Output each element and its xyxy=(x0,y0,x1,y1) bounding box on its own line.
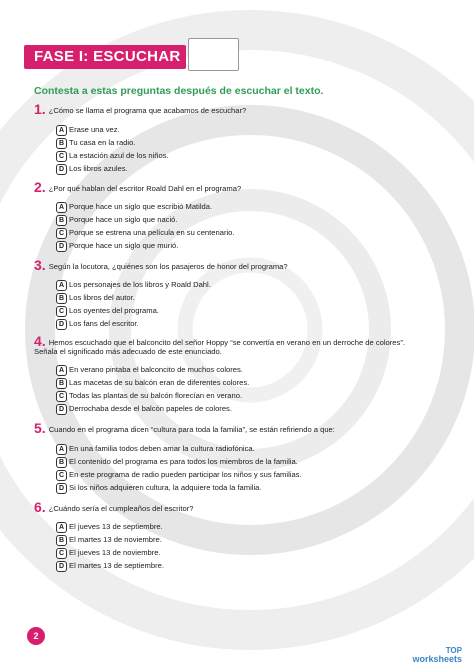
q4-option-b[interactable] xyxy=(56,377,249,388)
option-text: El martes 13 de septiembre. xyxy=(69,561,164,570)
q2-option-b[interactable] xyxy=(56,214,178,225)
option-letter: A xyxy=(56,365,67,376)
question-5 xyxy=(34,420,464,436)
option-letter: D xyxy=(56,561,67,572)
q1-option-b[interactable] xyxy=(56,137,135,148)
option-letter: C xyxy=(56,228,67,239)
option-letter: D xyxy=(56,241,67,252)
score-box[interactable] xyxy=(188,38,239,71)
option-letter: B xyxy=(56,535,67,546)
option-letter: A xyxy=(56,125,67,136)
option-letter: B xyxy=(56,457,67,468)
question-number: 5. xyxy=(34,420,46,436)
question-text: ¿Cuándo sería el cumpleaños del escritor? xyxy=(48,504,194,513)
option-text: Porque hace un siglo que escribió Matilda. xyxy=(69,202,213,211)
question-text: Hemos escuchado que el balconcito del señor Hoppy “se convertía en verano en un derroche de colores”. xyxy=(48,338,405,347)
option-letter: B xyxy=(56,138,67,149)
q1-option-c[interactable] xyxy=(56,150,169,161)
option-letter: A xyxy=(56,280,67,291)
question-number: 1. xyxy=(34,101,46,117)
question-number: 6. xyxy=(34,499,46,515)
option-text: Los libros del autor. xyxy=(69,293,135,302)
option-text: El jueves 13 de septiembre. xyxy=(69,522,163,531)
q6-option-b[interactable] xyxy=(56,534,162,545)
q5-option-d[interactable] xyxy=(56,482,262,493)
option-text: Porque hace un siglo que murió. xyxy=(69,241,179,250)
option-text: El martes 13 de noviembre. xyxy=(69,535,162,544)
q5-option-b[interactable] xyxy=(56,456,298,467)
option-letter: B xyxy=(56,293,67,304)
q3-option-c[interactable] xyxy=(56,305,159,316)
option-letter: C xyxy=(56,151,67,162)
option-text: Porque hace un siglo que nació. xyxy=(69,215,178,224)
question-text: Según la locutora, ¿quiénes son los pasajeros de honor del programa? xyxy=(48,262,288,271)
option-text: Derrochaba desde el balcón papeles de colores. xyxy=(69,404,232,413)
q2-option-d[interactable] xyxy=(56,240,178,251)
q3-option-a[interactable] xyxy=(56,279,211,290)
option-text: Si los niños adquieren cultura, la adquiere toda la familia. xyxy=(69,483,262,492)
option-letter: D xyxy=(56,404,67,415)
option-text: La estación azul de los niños. xyxy=(69,151,169,160)
option-letter: D xyxy=(56,483,67,494)
q5-option-a[interactable] xyxy=(56,443,255,454)
question-text: ¿Cómo se llama el programa que acabamos de escuchar? xyxy=(48,106,247,115)
option-letter: C xyxy=(56,548,67,559)
option-text: Tu casa en la radio. xyxy=(69,138,136,147)
option-letter: A xyxy=(56,444,67,455)
question-text: ¿Por qué hablan del escritor Roald Dahl en el programa? xyxy=(48,184,242,193)
question-number: 3. xyxy=(34,257,46,273)
question-3 xyxy=(34,257,464,273)
q4-option-a[interactable] xyxy=(56,364,243,375)
phase-title: FASE I: ESCUCHAR xyxy=(34,48,181,65)
option-letter: C xyxy=(56,306,67,317)
option-text: Erase una vez. xyxy=(69,125,120,134)
option-letter: B xyxy=(56,378,67,389)
option-text: El jueves 13 de noviembre. xyxy=(69,548,161,557)
option-text: Los libros azules. xyxy=(69,164,128,173)
logo-line-top: TOP xyxy=(445,646,462,655)
option-text: Porque se estrena una película en su centenario. xyxy=(69,228,235,237)
option-letter: C xyxy=(56,470,67,481)
q6-option-a[interactable] xyxy=(56,521,163,532)
option-text: En una familia todos deben amar la cultura radiofónica. xyxy=(69,444,255,453)
question-text: Cuando en el programa dicen “cultura para toda la familia”, se están refiriendo a que: xyxy=(48,425,335,434)
topworksheets-logo xyxy=(412,647,462,663)
q6-option-c[interactable] xyxy=(56,547,161,558)
question-6 xyxy=(34,499,464,515)
option-text: El contenido del programa es para todos los miembros de la familia. xyxy=(69,457,298,466)
option-letter: A xyxy=(56,202,67,213)
option-letter: B xyxy=(56,215,67,226)
q4-option-d[interactable] xyxy=(56,403,232,414)
q3-option-b[interactable] xyxy=(56,292,135,303)
option-text: Los fans del escritor. xyxy=(69,319,139,328)
option-letter: D xyxy=(56,164,67,175)
option-text: En este programa de radio pueden participar los niños y sus familias. xyxy=(69,470,302,479)
q1-option-d[interactable] xyxy=(56,163,128,174)
logo-line-bottom: worksheets xyxy=(412,654,462,664)
q4-option-c[interactable] xyxy=(56,390,242,401)
q3-option-d[interactable] xyxy=(56,318,139,329)
question-number: 4. xyxy=(34,333,46,349)
option-text: En verano pintaba el balconcito de muchos colores. xyxy=(69,365,243,374)
question-1 xyxy=(34,101,464,117)
question-text-line2: Señala el significado más adecuado de este enunciado. xyxy=(34,347,222,356)
question-4 xyxy=(34,333,464,356)
q6-option-d[interactable] xyxy=(56,560,164,571)
option-letter: A xyxy=(56,522,67,533)
option-letter: C xyxy=(56,391,67,402)
question-number: 2. xyxy=(34,179,46,195)
option-text: Todas las plantas de su balcón florecían en verano. xyxy=(69,391,243,400)
q2-option-a[interactable] xyxy=(56,201,212,212)
option-letter: D xyxy=(56,319,67,330)
option-text: Los oyentes del programa. xyxy=(69,306,159,315)
page-number: 2 xyxy=(27,627,45,645)
q2-option-c[interactable] xyxy=(56,227,235,238)
option-text: Las macetas de su balcón eran de diferentes colores. xyxy=(69,378,250,387)
question-2 xyxy=(34,179,464,195)
instruction-text: Contesta a estas preguntas después de escuchar el texto. xyxy=(34,85,324,97)
q5-option-c[interactable] xyxy=(56,469,302,480)
q1-option-a[interactable] xyxy=(56,124,120,135)
option-text: Los personajes de los libros y Roald Dahl. xyxy=(69,280,211,289)
